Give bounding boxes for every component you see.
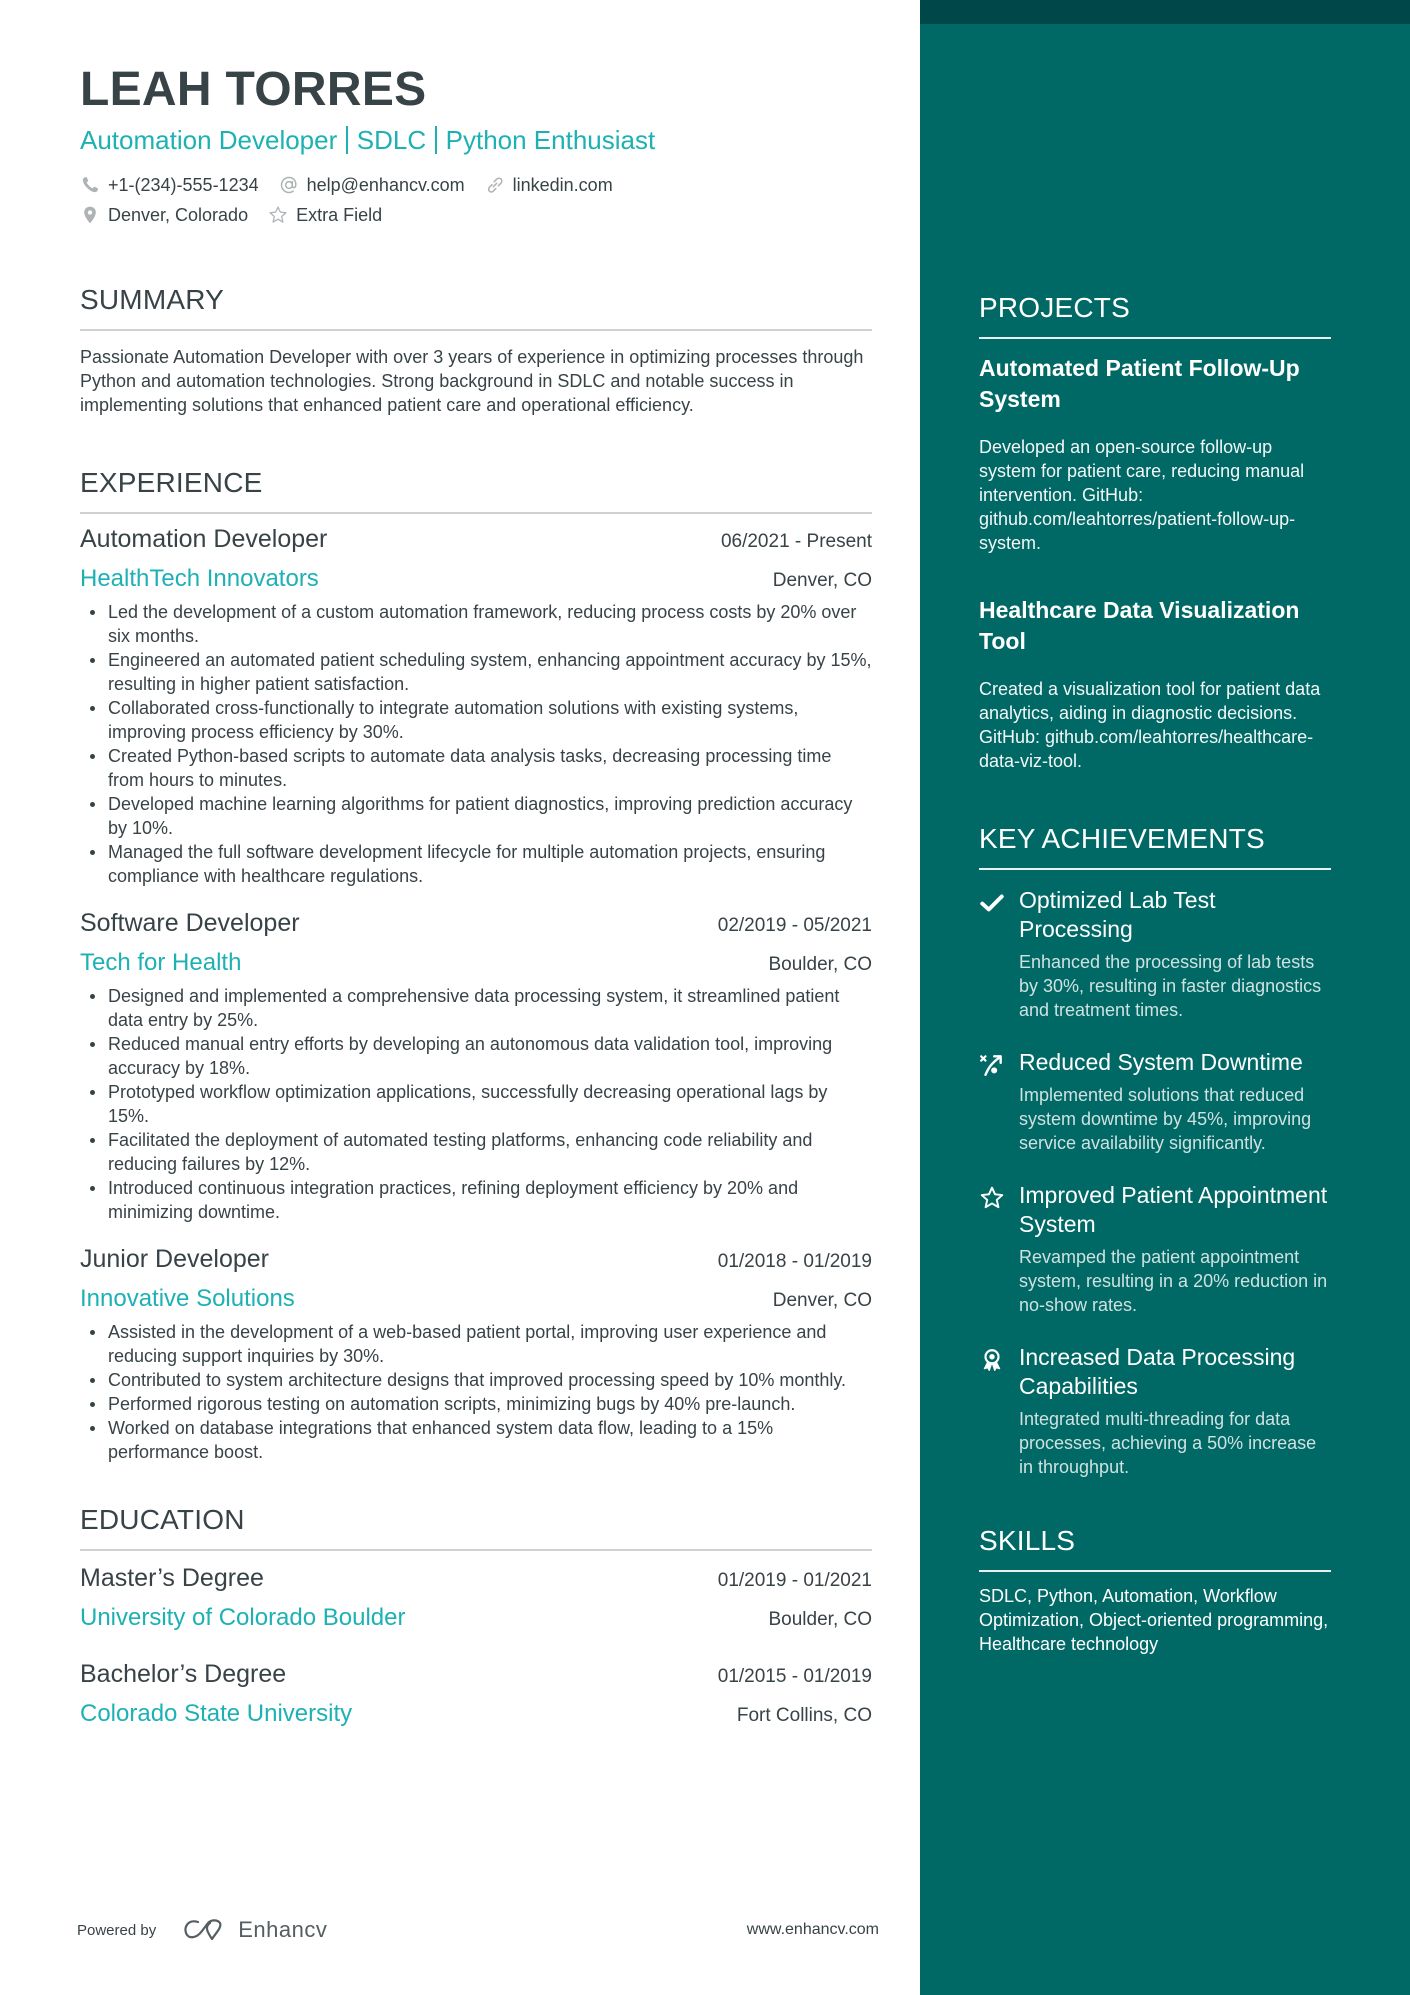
achievements-section (979, 817, 1331, 1479)
email-text: help@enhancv.com (306, 174, 465, 195)
powered-by[interactable] (77, 1917, 327, 1943)
education-location: Fort Collins, CO (736, 1705, 872, 1726)
location-text: Denver, Colorado (108, 204, 249, 225)
experience-section (80, 463, 872, 1464)
project-description: Created a visualization tool for patient data analytics, aiding in diagnostic decisions. GitHub: github.com/leahtorres/healthcare-data-viz-tool. (979, 679, 1321, 771)
job-company: Tech for Health (80, 949, 242, 976)
experience-heading: EXPERIENCE (80, 463, 872, 514)
check-icon (979, 886, 1019, 1022)
degree: Bachelor’s Degree (80, 1660, 287, 1688)
job-bullet: Managed the full software development lifecycle for multiple automation projects, ensuring compliance with healthcare regulations. (80, 840, 872, 888)
achievement-description: Enhanced the processing of lab tests by 30%, resulting in faster diagnostics and treatment times. (1019, 952, 1322, 1020)
job-location: Denver, CO (772, 570, 872, 591)
sidebar-top-band (920, 0, 1410, 24)
achievement-title: Improved Patient Appointment System (1019, 1182, 1328, 1237)
main-column (80, 60, 872, 1753)
link-icon (485, 175, 505, 195)
education-section (80, 1500, 872, 1731)
job-bullet: Performed rigorous testing on automation scripts, minimizing bugs by 40% pre-launch. (80, 1392, 872, 1416)
achievement-title: Reduced System Downtime (1019, 1049, 1303, 1075)
education-heading: EDUCATION (80, 1500, 872, 1551)
job-title: Junior Developer (80, 1245, 269, 1273)
job-bullet: Designed and implemented a comprehensive data processing system, it streamlined patient data entry by 25%. (80, 984, 872, 1032)
job-dates: 01/2018 - 01/2019 (717, 1251, 872, 1272)
headline-role: Automation Developer (80, 125, 338, 155)
school: University of Colorado Boulder (80, 1604, 406, 1631)
headline-separator (346, 126, 348, 154)
job-bullet: Engineered an automated patient scheduling system, enhancing appointment accuracy by 15%, resulting in higher patient satisfaction. (80, 648, 872, 696)
at-icon (279, 175, 299, 195)
contact-extra (268, 205, 382, 226)
contact-phone[interactable] (80, 175, 259, 196)
school: Colorado State University (80, 1700, 353, 1727)
resume-header (80, 60, 872, 230)
degree: Master’s Degree (80, 1564, 264, 1592)
project-item (979, 595, 1331, 773)
job-bullet: Collaborated cross-functionally to integrate automation solutions with existing systems, improving process efficiency by 30%. (80, 696, 872, 744)
sidebar (920, 0, 1410, 1995)
projects-section (979, 286, 1331, 773)
skills-section (979, 1519, 1331, 1656)
project-description: Developed an open-source follow-up system for patient care, reducing manual intervention. GitHub: github.com/leahtorres/patient-follow-up-system. (979, 437, 1305, 553)
contact-email[interactable] (279, 175, 465, 196)
job-bullets (80, 600, 872, 888)
headline-skill: SDLC (356, 125, 427, 155)
contact-link[interactable] (485, 175, 613, 196)
achievement-description: Revamped the patient appointment system, resulting in a 20% reduction in no-show rates. (1019, 1247, 1328, 1315)
link-text: linkedin.com (512, 174, 613, 195)
education-dates: 01/2019 - 01/2021 (717, 1570, 872, 1591)
achievement-item (979, 886, 1331, 1022)
job-bullet: Introduced continuous integration practices, refining deployment efficiency by 20% and minimizing downtime. (80, 1176, 872, 1224)
skills-list: SDLC, Python, Automation, Workflow Optimization, Object-oriented programming, Healthcare technology (979, 1586, 1329, 1654)
job-bullet: Created Python-based scripts to automate data analysis tasks, decreasing processing time from hours to minutes. (80, 744, 872, 792)
project-item (979, 353, 1331, 555)
sidebar-content (979, 286, 1331, 1656)
job-bullet: Facilitated the deployment of automated testing platforms, enhancing code reliability and reducing failures by 12%. (80, 1128, 872, 1176)
footer (77, 1913, 879, 1947)
website-link[interactable]: www.enhancv.com (746, 1921, 879, 1938)
contact-location (80, 205, 248, 226)
award-icon (979, 1343, 1019, 1479)
job-company: Innovative Solutions (80, 1285, 295, 1312)
star-outline-icon (268, 205, 288, 225)
job-location: Boulder, CO (768, 954, 872, 975)
brand-name: Enhancv (238, 1917, 328, 1942)
job-entry (80, 1242, 872, 1464)
job-bullet: Contributed to system architecture designs that improved processing speed by 10% monthly. (80, 1368, 872, 1392)
route-icon (979, 1048, 1019, 1155)
contact-info (80, 170, 872, 230)
job-bullet: Prototyped workflow optimization applications, successfully decreasing operational lags by 15%. (80, 1080, 872, 1128)
candidate-name: LEAH TORRES (80, 63, 427, 116)
achievement-title: Optimized Lab Test Processing (1019, 887, 1216, 942)
location-pin-icon (80, 205, 100, 225)
headline-interest: Python Enthusiast (445, 125, 656, 155)
job-bullets (80, 1320, 872, 1464)
achievement-title: Increased Data Processing Capabilities (1019, 1344, 1296, 1399)
achievement-item (979, 1343, 1331, 1479)
headline (80, 122, 872, 158)
enhancv-logo-icon (182, 1917, 230, 1943)
phone-icon (80, 175, 100, 195)
achievement-item (979, 1181, 1331, 1317)
job-location: Denver, CO (772, 1290, 872, 1311)
education-entry (80, 1657, 872, 1731)
project-title: Automated Patient Follow-Up System (979, 355, 1300, 412)
job-bullet: Developed machine learning algorithms for patient diagnostics, improving prediction accuracy by 10%. (80, 792, 872, 840)
education-dates: 01/2015 - 01/2019 (717, 1666, 872, 1687)
powered-by-label: Powered by (77, 1921, 157, 1939)
job-bullet: Worked on database integrations that enhanced system data flow, leading to a 15% performance boost. (80, 1416, 872, 1464)
skills-heading: SKILLS (979, 1519, 1331, 1572)
job-entry (80, 522, 872, 888)
achievement-description: Integrated multi-threading for data processes, achieving a 50% increase in throughput. (1019, 1409, 1317, 1477)
summary-heading: SUMMARY (80, 280, 872, 331)
phone-text: +1-(234)-555-1234 (108, 174, 259, 195)
job-title: Software Developer (80, 909, 300, 937)
achievement-description: Implemented solutions that reduced system downtime by 45%, improving service availability significantly. (1019, 1085, 1312, 1153)
job-bullet: Assisted in the development of a web-based patient portal, improving user experience and reducing support inquiries by 30%. (80, 1320, 872, 1368)
star-icon (979, 1181, 1019, 1317)
summary-section (80, 280, 872, 417)
education-location: Boulder, CO (768, 1609, 872, 1630)
job-entry (80, 906, 872, 1224)
job-title: Automation Developer (80, 525, 328, 553)
summary-text: Passionate Automation Developer with over 3 years of experience in optimizing processes through Python and automation technologies. Strong background in SDLC and notable success in implementing solutions that enhanced patient care and operational efficiency. (80, 347, 864, 415)
job-dates: 06/2021 - Present (720, 531, 872, 552)
headline-separator (435, 126, 437, 154)
education-entry (80, 1561, 872, 1635)
job-bullet: Reduced manual entry efforts by developing an autonomous data validation tool, improving accuracy by 18%. (80, 1032, 872, 1080)
achievement-item (979, 1048, 1331, 1155)
projects-heading: PROJECTS (979, 286, 1331, 339)
job-bullet: Led the development of a custom automation framework, reducing process costs by 20% over six months. (80, 600, 872, 648)
job-dates: 02/2019 - 05/2021 (717, 915, 872, 936)
achievements-heading: KEY ACHIEVEMENTS (979, 817, 1331, 870)
job-bullets (80, 984, 872, 1224)
project-title: Healthcare Data Visualization Tool (979, 597, 1300, 654)
job-company: HealthTech Innovators (80, 565, 319, 592)
extra-text: Extra Field (296, 204, 383, 225)
